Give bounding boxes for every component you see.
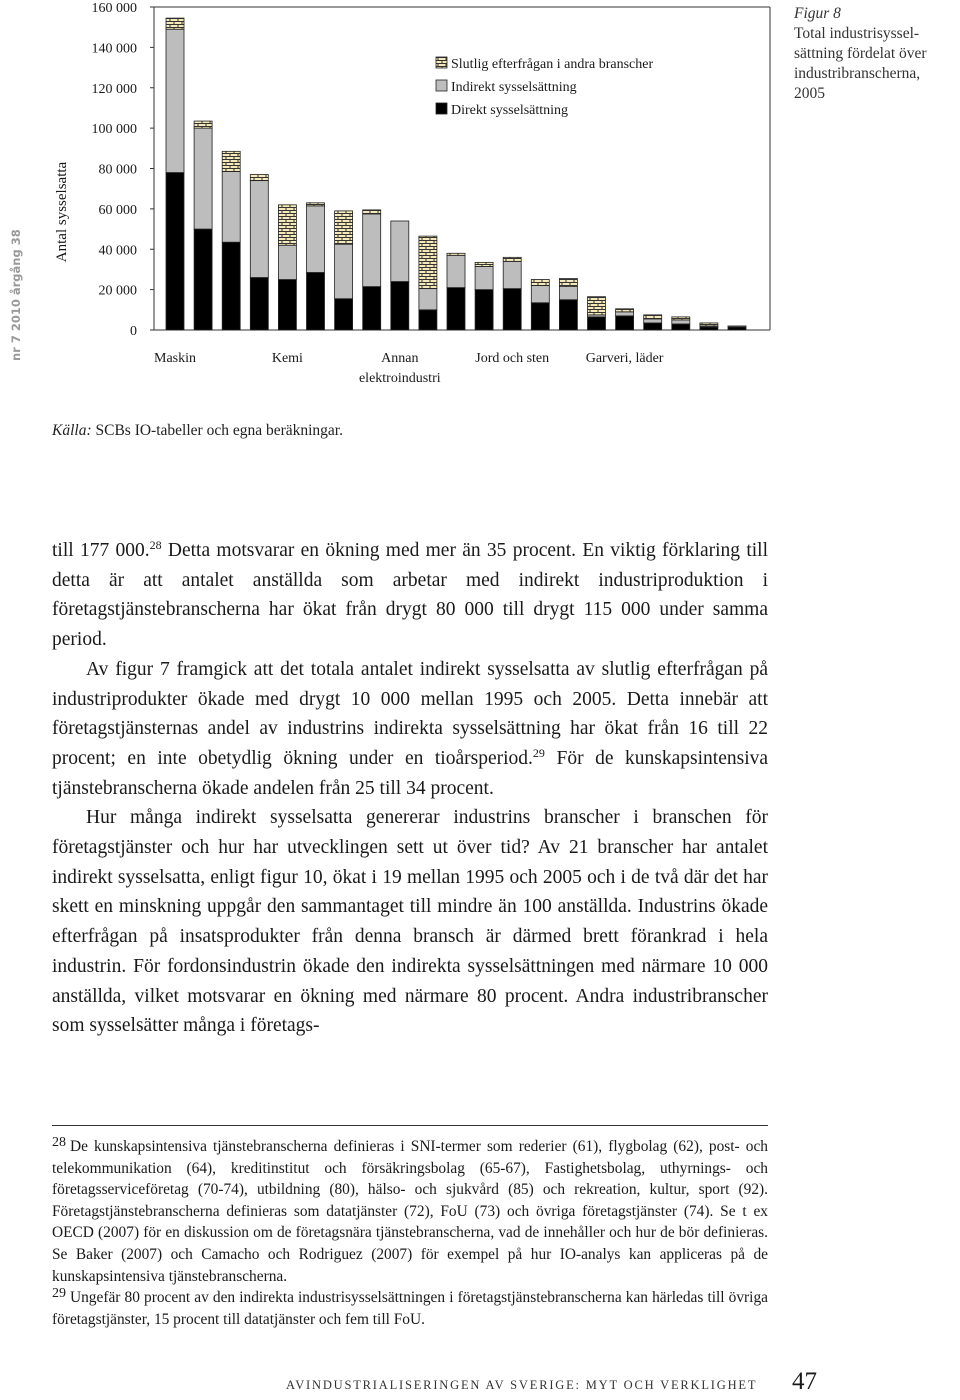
- bar-segment-indirect: [222, 172, 240, 243]
- caption-line: 2005: [794, 85, 825, 102]
- bar-segment-indirect: [335, 244, 353, 299]
- bar-segment-final-demand: [363, 210, 381, 214]
- y-tick-label: 160 000: [91, 1, 137, 16]
- x-tick-label: Garveri, läder: [585, 351, 664, 366]
- bar-segment-final-demand: [616, 309, 634, 312]
- paragraph-text: Detta motsvarar en ökning med mer än 35 procent. En viktig förklaring till detta är att antalet anställda som arbetar med indirekt industriproduktion i företagstjänstebranscherna har ökat från drygt 80 000 till drygt 115 000 under samma period.: [52, 540, 768, 651]
- bar-segment-direct: [278, 280, 296, 330]
- legend-swatch: [436, 57, 447, 68]
- bar-segment-direct: [672, 324, 690, 330]
- bar-segment-indirect: [250, 181, 268, 278]
- bar-segment-indirect: [616, 312, 634, 316]
- paragraph-text: till 177 000.: [52, 540, 150, 561]
- bar-segment-final-demand: [644, 315, 662, 319]
- figure-caption: [794, 4, 960, 104]
- bar-segment-indirect: [503, 261, 521, 288]
- bar-segment-indirect: [194, 128, 212, 229]
- y-tick-label: 140 000: [91, 41, 137, 57]
- x-tick-label: Kemi: [271, 351, 303, 366]
- legend-swatch: [436, 103, 447, 114]
- bar-segment-indirect: [644, 319, 662, 323]
- x-tick-label: elektroindustri: [358, 371, 441, 386]
- y-tick-label: 0: [130, 324, 137, 339]
- chart-legend: [436, 57, 653, 118]
- legend-swatch: [436, 80, 447, 91]
- x-tick-label: Annan: [381, 351, 419, 366]
- bar-segment-direct: [250, 278, 268, 330]
- y-tick-label: 20 000: [98, 283, 137, 299]
- footnote-text: De kunskapsintensiva tjänstebranscherna definieras i SNI-termer som rederier (61), flygbolag (62), post- och telekommunikation (64), kreditinstitut och försäkringsbolag (65-67), Fastighetsbolag, uthyrnings- och företagsserviceföretag (70-74), utbildning (80), hälso- och sjukvård (85) och rekreation, kultur, sport (92). Företagstjänstebranscherna definieras som datatjänster (72), FoU (73) och övriga företagstjänster (74). Se t ex OECD (2007) för en diskussion om de företagsnära tjänstebranscherna, vad de innehåller och hur de bör definieras. Se Baker (2007) och Camacho och Rodriguez (2007) för exempel på hur IO-analys kan appliceras på de kunskapsintensiva tjänstebranscherna.: [52, 1138, 768, 1285]
- footnote-mark: 29: [52, 1286, 66, 1302]
- bar-segment-indirect: [307, 206, 325, 273]
- y-tick-label: 60 000: [98, 202, 137, 218]
- bar-segment-final-demand: [531, 280, 549, 286]
- bar-segment-indirect: [672, 320, 690, 324]
- legend-label: Slutlig efterfrågan i andra branscher: [451, 57, 654, 72]
- bar-segment-final-demand: [194, 121, 212, 128]
- stacked-bar-chart: [40, 0, 790, 400]
- page-number: 47: [792, 1368, 817, 1395]
- caption-line: industribranscherna,: [794, 65, 921, 82]
- journal-issue-sidebar: nr 7 2010 årgång 38: [9, 229, 23, 361]
- bar-segment-final-demand: [559, 279, 577, 287]
- legend-label: Direkt sysselsättning: [451, 103, 569, 118]
- bar-segment-final-demand: [475, 262, 493, 266]
- bar-segment-final-demand: [166, 18, 184, 29]
- bar-segment-direct: [447, 288, 465, 330]
- bar-segment-final-demand: [700, 323, 718, 326]
- bar-segment-final-demand: [250, 175, 268, 181]
- bar-segment-final-demand: [222, 151, 240, 171]
- footnote: [52, 1287, 768, 1330]
- footnote: [52, 1136, 768, 1287]
- bar-segment-direct: [644, 323, 662, 330]
- bar-segment-indirect: [363, 214, 381, 287]
- bar-segment-indirect: [166, 29, 184, 172]
- bar-segment-direct: [700, 327, 718, 330]
- bar-segment-direct: [616, 316, 634, 330]
- y-tick-label: 80 000: [98, 162, 137, 178]
- bar-segment-direct: [363, 287, 381, 330]
- y-tick-label: 100 000: [91, 122, 137, 138]
- bar-segment-direct: [335, 299, 353, 330]
- bar-segment-final-demand: [588, 297, 606, 315]
- paragraph: [52, 536, 768, 655]
- y-tick-label: 120 000: [91, 81, 137, 97]
- source-note: [52, 422, 343, 440]
- bar-segment-final-demand: [278, 205, 296, 245]
- bar-segment-direct: [559, 300, 577, 330]
- bar-segment-indirect: [531, 286, 549, 303]
- bar-segment-final-demand: [335, 211, 353, 244]
- y-tick-label: 40 000: [98, 243, 137, 259]
- bar-segment-direct: [391, 282, 409, 330]
- footnotes: [52, 1136, 768, 1330]
- bar-segment-final-demand: [672, 317, 690, 320]
- paragraph-text: Av figur 7 framgick att det totala antalet indirekt sysselsatta av slutlig efterfrågan på industriprodukter ökade med drygt 10 000 mellan 1995 och 2005. Detta innebär att företagstjänsternas andel av industrins indirekta sysselsättning har ökat från 16 till 22 procent; en inte obetydlig ökning under en tioårsperiod.: [52, 658, 768, 769]
- bar-segment-direct: [307, 272, 325, 330]
- bar-segment-direct: [222, 242, 240, 330]
- bar-segment-direct: [419, 310, 437, 330]
- caption-line: sättning fördelat över: [794, 45, 927, 62]
- body-text: [52, 536, 768, 1041]
- figure-number: Figur 8: [794, 5, 841, 22]
- bar-segment-direct: [503, 289, 521, 330]
- bar-segment-final-demand: [307, 203, 325, 206]
- x-tick-label: Jord och sten: [475, 351, 550, 366]
- paragraph-text: För de kunskapsintensiva tjänstebranscherna ökade andelen från 25 till 34 procent.: [52, 747, 769, 799]
- legend-label: Indirekt sysselsättning: [451, 80, 577, 95]
- running-footer: AVINDUSTRIALISERINGEN AV SVERIGE: MYT OCH VERKLIGHET: [286, 1378, 758, 1392]
- source-label: Källa:: [52, 422, 92, 439]
- footnote-text: Ungefär 80 procent av den indirekta industrisysselsättningen i företagstjänstebranscherna kan härledas till övriga företagstjänster, 15 procent till datatjänster och fem till FoU.: [52, 1289, 768, 1328]
- y-axis-label: Antal sysselsatta: [54, 161, 70, 263]
- footnote-ref: 29: [532, 745, 545, 760]
- bar-segment-direct: [194, 229, 212, 330]
- bar-segment-direct: [475, 290, 493, 330]
- x-tick-label: Maskin: [154, 351, 196, 366]
- bar-segment-direct: [531, 303, 549, 330]
- bar-segment-indirect: [447, 255, 465, 287]
- bar-segment-final-demand: [419, 236, 437, 288]
- bar-segment-indirect: [278, 245, 296, 279]
- footnote-ref: 28: [149, 538, 162, 552]
- bar-segment-final-demand: [447, 253, 465, 255]
- bar-segment-indirect: [475, 266, 493, 289]
- paragraph: Hur många indirekt sysselsatta genererar industrins branscher i branschen för företagstjänster och hur har utvecklingen sett ut över tid? Av 21 branscher har antalet indirekt sysselsatta, enligt figur 10, ökat i 19 mellan 1995 och 2005 och i de två där det har skett en minskning uppgår den sammantaget till mindre än 100 anställda. Industrins ökade efterfrågan på insatsprodukter från denna bransch är därmed brett förankrad i hela industrin. För fordonsindustrin ökade den indirekta sysselsättningen med närmare 10 000 anställda, vilket motsvarar en ökning med närmare 80 procent. Andra industribranscher som sysselsätter många i företags-: [52, 807, 768, 1037]
- paragraph: [52, 655, 768, 804]
- bar-segment-indirect: [728, 326, 746, 327]
- bar-segment-direct: [728, 327, 746, 330]
- bar-segment-indirect: [391, 221, 409, 282]
- bar-segment-direct: [588, 317, 606, 330]
- bar-segment-indirect: [419, 289, 437, 310]
- bar-segment-direct: [166, 173, 184, 330]
- source-text: SCBs IO-tabeller och egna beräkningar.: [95, 422, 343, 439]
- bar-segment-final-demand: [503, 257, 521, 261]
- caption-line: Total industrisyssel-: [794, 25, 920, 42]
- footnote-divider: [52, 1125, 768, 1126]
- bar-segment-indirect: [559, 287, 577, 300]
- footnote-mark: 28: [52, 1135, 66, 1150]
